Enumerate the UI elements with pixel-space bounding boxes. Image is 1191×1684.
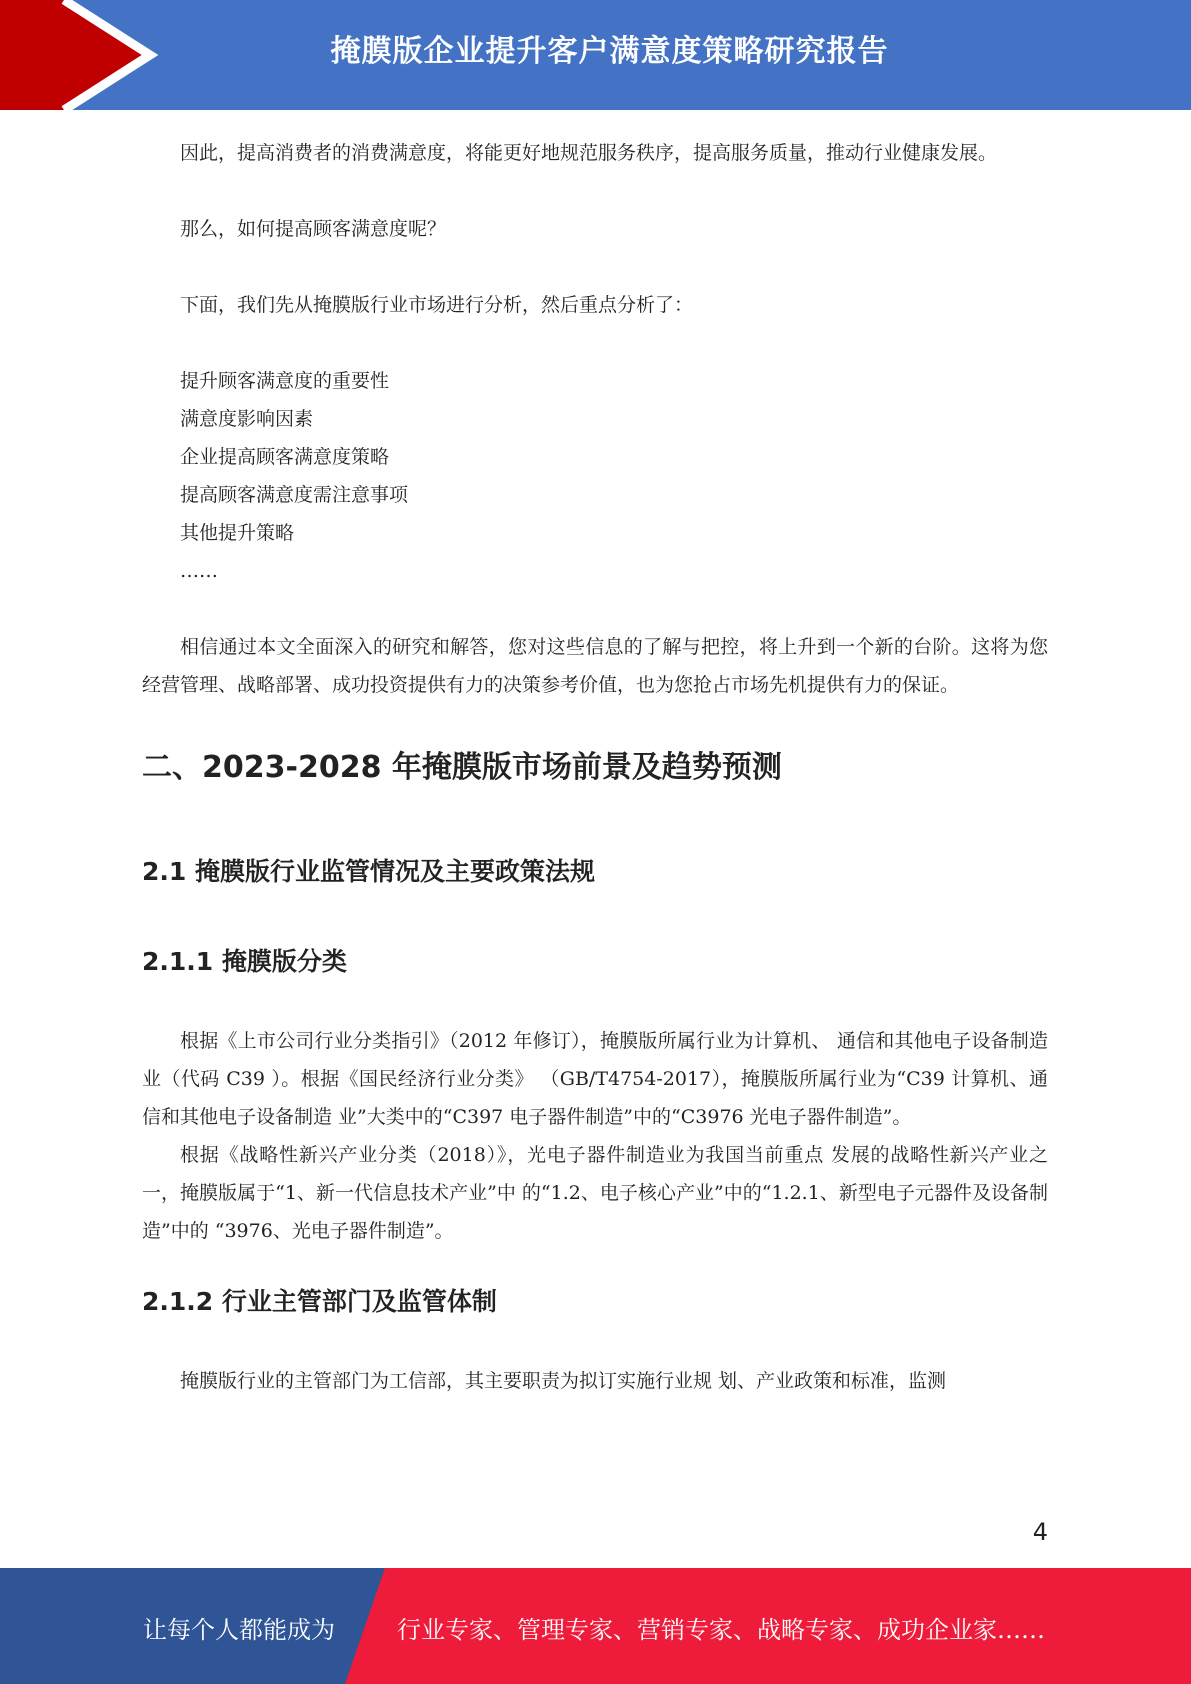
classification-paragraph-2: 根据《战略性新兴产业分类（2018）》，光电子器件制造业为我国当前重点 发展的战略性新兴产业之一，掩膜版属于“1、新一代信息技术产业”中 的“1.2、电子核心产业”中的“1.2.1、新型电子元器件及设备制造”中的 “3976、光电子器件制造”。 <box>142 1144 1048 1242</box>
page-number: 4 <box>1032 1518 1048 1546</box>
page-header <box>0 0 1191 110</box>
subsection-heading-2-1-1: 2.1.1 掩膜版分类 <box>142 947 347 976</box>
intro-paragraph-1: 因此，提高消费者的消费满意度，将能更好地规范服务秩序，提高服务质量，推动行业健康发展。 <box>180 142 998 164</box>
page-footer <box>0 1568 1191 1684</box>
intro-paragraph-3: 下面，我们先从掩膜版行业市场进行分析，然后重点分析了： <box>180 294 694 316</box>
section-heading: 二、2023-2028 年掩膜版市场前景及趋势预测 <box>142 750 782 785</box>
regulation-paragraph-1: 掩膜版行业的主管部门为工信部，其主要职责为拟订实施行业规 划、产业政策和标准，监测 <box>180 1370 947 1392</box>
subsection-heading-2-1: 2.1 掩膜版行业监管情况及主要政策法规 <box>142 857 595 886</box>
footer-slogan-right: 行业专家、管理专家、营销专家、战略专家、成功企业家…… <box>397 1616 1045 1644</box>
page-content <box>142 134 1048 1400</box>
report-title: 掩膜版企业提升客户满意度策略研究报告 <box>330 34 889 69</box>
analysis-topics-list <box>142 362 1048 590</box>
intro-paragraph-2: 那么，如何提高顾客满意度呢？ <box>180 218 447 240</box>
list-item: …… <box>180 560 218 582</box>
footer-slogan-left: 让每个人都能成为 <box>143 1616 335 1644</box>
list-item: 满意度影响因素 <box>180 408 314 430</box>
list-item: 提升顾客满意度的重要性 <box>180 370 390 392</box>
classification-paragraph-1: 根据《上市公司行业分类指引》（2012 年修订），掩膜版所属行业为计算机、 通信和其他电子设备制造业（代码 C39 ）。根据《国民经济行业分类》 （GB/T4754-2017），掩膜版所属行业为“C39 计算机、通信和其他电子设备制造 业”大类中的“C397 电子器件制造”中的“C3976 光电子器件制造”。 <box>142 1030 1048 1128</box>
list-item: 企业提高顾客满意度策略 <box>180 446 390 468</box>
list-item: 其他提升策略 <box>180 522 295 544</box>
subsection-heading-2-1-2: 2.1.2 行业主管部门及监管体制 <box>142 1287 497 1316</box>
intro-paragraph-4: 相信通过本文全面深入的研究和解答，您对这些信息的了解与把控，将上升到一个新的台阶。这将为您经营管理、战略部署、成功投资提供有力的决策参考价值，也为您抢占市场先机提供有力的保证。 <box>142 636 1048 696</box>
list-item: 提高顾客满意度需注意事项 <box>180 484 409 506</box>
